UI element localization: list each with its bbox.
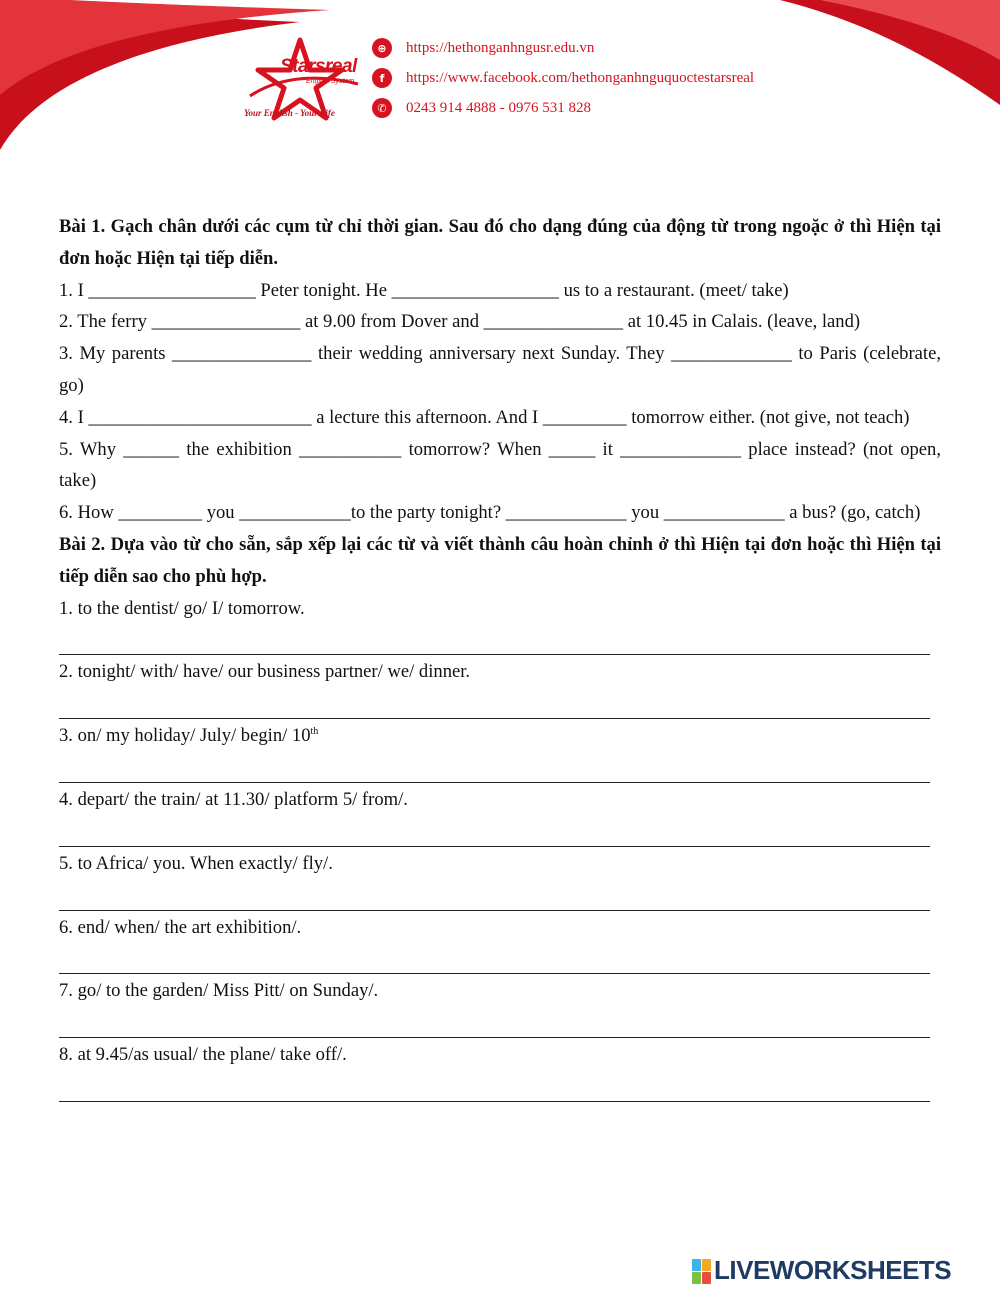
exercise-1-item-1[interactable]: 1. I __________________ Peter tonight. He __________________ us to a restaurant. (meet/ take) [59,279,789,301]
exercise-2-item-2: 2. tonight/ with/ have/ our business partner/ we/ dinner. [59,661,471,683]
answer-line-1[interactable] [59,624,941,656]
contact-facebook [372,66,754,90]
exercise-2-item-8: 8. at 9.45/as usual/ the plane/ take off/. [59,1044,347,1066]
exercise-1-item-4[interactable]: 4. I ________________________ a lecture this afternoon. And I _________ tomorrow either. (not give, not teach) [59,406,910,428]
facebook-icon: f [372,68,392,88]
answer-line-5[interactable] [59,880,941,912]
brand-subtitle: English System [306,78,355,85]
exercise-2-item-3-text: 3. on/ my holiday/ July/ begin/ 10 [59,725,311,747]
brand-slogan: Your English - Your Life [244,108,335,118]
facebook-link[interactable]: https://www.facebook.com/hethonganhnguquoctestarsreal [406,69,755,86]
exercise-1-item-5[interactable]: 5. Why ______ the exhibition ___________ tomorrow? When _____ it _____________ place instead? (not open, take) [59,438,941,492]
exercise-2-item-3 [59,720,941,752]
answer-line-6[interactable] [59,943,941,975]
exercise-2-item-4: 4. depart/ the train/ at 11.30/ platform 5/ from/. [59,788,408,810]
exercise-2-item-7: 7. go/ to the garden/ Miss Pitt/ on Sunday/. [59,980,379,1002]
answer-line-4[interactable] [59,816,941,848]
globe-icon: ⊕ [372,38,392,58]
phone-number: 0243 914 4888 - 0976 531 828 [406,99,591,116]
exercise-1-item-2[interactable]: 2. The ferry ________________ at 9.00 from Dover and _______________ at 10.45 in Calais. (leave, land) [59,311,861,333]
answer-line-2[interactable] [59,688,941,720]
exercise-2-item-1: 1. to the dentist/ go/ I/ tomorrow. [59,597,305,619]
worksheet-content [59,211,941,1103]
answer-line-7[interactable] [59,1007,941,1039]
brand-name: Starsreal [280,56,357,77]
ordinal-suffix: th [310,725,319,737]
liveworksheets-text: LIVEWORKSHEETS [714,1255,952,1285]
answer-line-3[interactable] [59,752,941,784]
answer-line-8[interactable] [59,1071,941,1103]
contact-phone [372,96,591,120]
exercise-1-title: Bài 1. Gạch chân dưới các cụm từ chỉ thời gian. Sau đó cho dạng đúng của động từ trong ngoặc ở thì Hiện tại đơn hoặc Hiện tại tiếp diễn. [59,216,941,269]
website-link[interactable]: https://hethonganhngusr.edu.vn [406,39,595,56]
liveworksheets-icon [692,1258,712,1284]
exercise-1-item-3[interactable]: 3. My parents _______________ their wedding anniversary next Sunday. They _____________ to Paris (celebrate, go) [59,343,941,396]
exercise-2-title: Bài 2. Dựa vào từ cho sẵn, sắp xếp lại các từ và viết thành câu hoàn chỉnh ở thì Hiện tại đơn hoặc thì Hiện tại tiếp diễn sao cho phù hợp. [59,533,941,587]
contact-website [372,36,594,60]
exercise-2-item-6: 6. end/ when/ the art exhibition/. [59,916,302,938]
exercise-2-item-5: 5. to Africa/ you. When exactly/ fly/. [59,852,333,874]
exercise-1-item-6[interactable]: 6. How _________ you ____________to the party tonight? _____________ you _____________ a bus? (go, catch) [59,502,921,524]
header [240,30,840,130]
phone-icon: ✆ [372,98,392,118]
liveworksheets-logo [692,1255,951,1286]
